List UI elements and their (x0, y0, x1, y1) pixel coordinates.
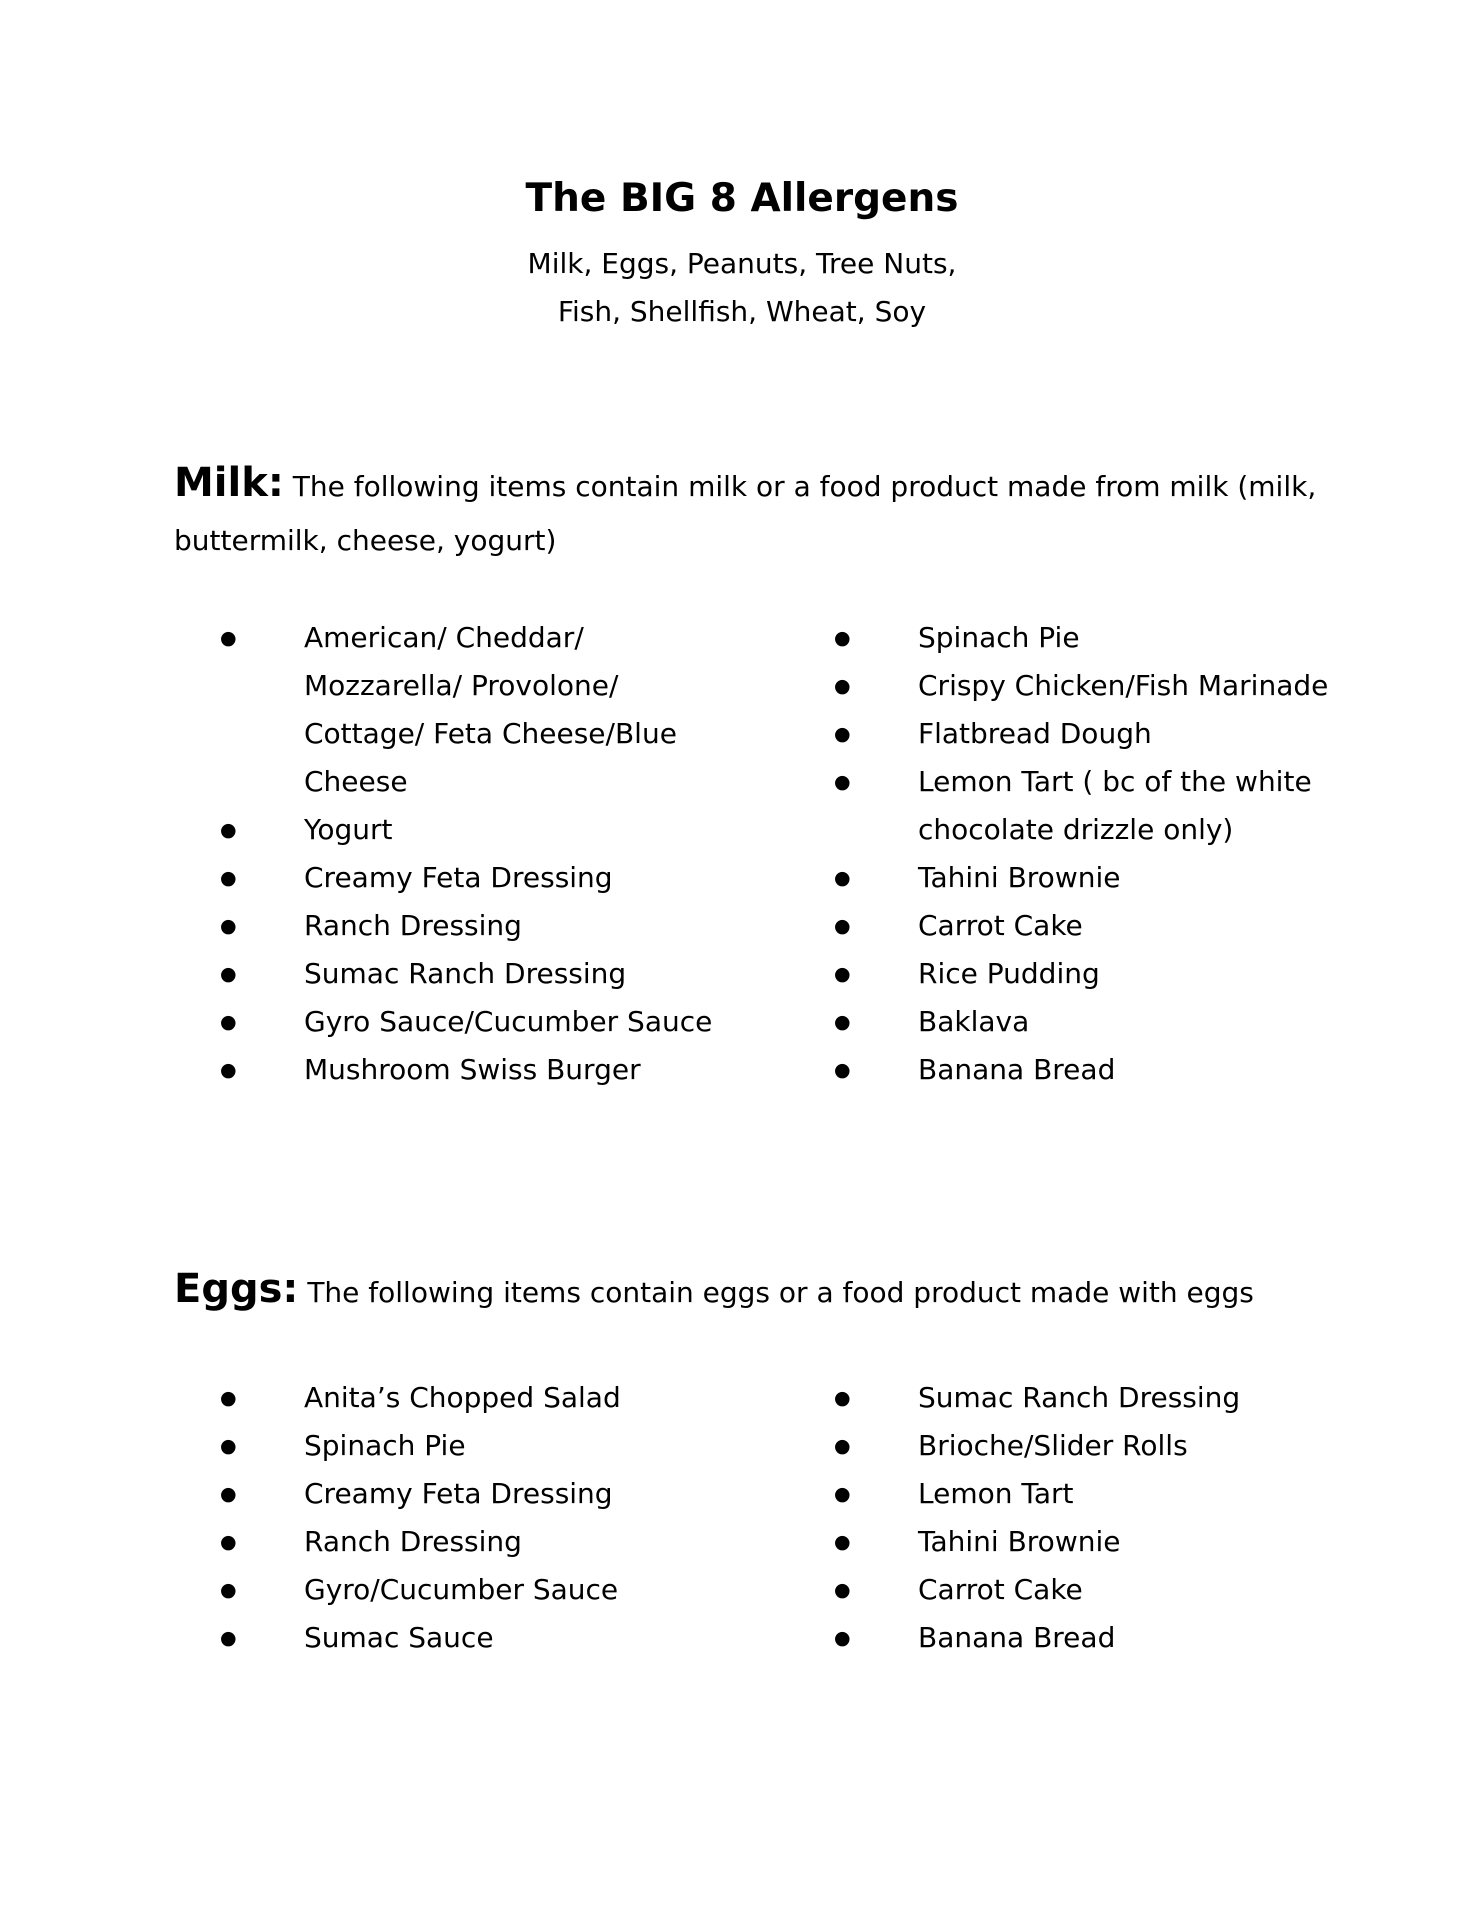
list-item: ● Rice Pudding (876, 950, 1346, 998)
list-item: ● Tahini Brownie (876, 1518, 1346, 1566)
list-item: ● Flatbread Dough (876, 710, 1346, 758)
page-title: The BIG 8 Allergens (525, 176, 959, 221)
list-item: ● American/ Cheddar/ Mozzarella/ Provolone/ Cottage/ Feta Cheese/Blue Cheese (262, 614, 732, 806)
list-item: ● Gyro/Cucumber Sauce (262, 1566, 732, 1614)
eggs-section-heading (174, 1262, 1324, 1320)
allergen-summary-line-2: Fish, Shellfish, Wheat, Soy (557, 295, 927, 328)
eggs-list-left (262, 1374, 732, 1662)
list-item: ● Carrot Cake (876, 1566, 1346, 1614)
list-item: ● Creamy Feta Dressing (262, 1470, 732, 1518)
list-item: ● Ranch Dressing (262, 1518, 732, 1566)
list-item: ● Banana Bread (876, 1046, 1346, 1094)
list-item: ● Lemon Tart ( bc of the white chocolate drizzle only) (876, 758, 1346, 854)
list-item: ● Brioche/Slider Rolls (876, 1422, 1346, 1470)
list-item: ● Tahini Brownie (876, 854, 1346, 902)
eggs-description: The following items contain eggs or a food product made with eggs (307, 1276, 1254, 1309)
milk-list-right (876, 614, 1346, 1094)
list-item: ● Crispy Chicken/Fish Marinade (876, 662, 1346, 710)
list-item: ● Ranch Dressing (262, 902, 732, 950)
list-item: ● Sumac Sauce (262, 1614, 732, 1662)
list-item: ● Creamy Feta Dressing (262, 854, 732, 902)
milk-list-left (262, 614, 732, 1094)
list-item: ● Gyro Sauce/Cucumber Sauce (262, 998, 732, 1046)
list-item: ● Baklava (876, 998, 1346, 1046)
list-item: ● Yogurt (262, 806, 732, 854)
list-item: ● Spinach Pie (876, 614, 1346, 662)
eggs-label: Eggs: (174, 1266, 299, 1312)
allergen-summary-line-1: Milk, Eggs, Peanuts, Tree Nuts, (527, 247, 957, 280)
list-item: ● Banana Bread (876, 1614, 1346, 1662)
list-item: ● Carrot Cake (876, 902, 1346, 950)
list-item: ● Sumac Ranch Dressing (262, 950, 732, 998)
milk-description: The following items contain milk or a food product made from milk (milk, buttermilk, cheese, yogurt) (174, 470, 1317, 557)
milk-section-heading (174, 456, 1324, 568)
eggs-list-right (876, 1374, 1346, 1662)
list-item: ● Anita’s Chopped Salad (262, 1374, 732, 1422)
milk-label: Milk: (174, 460, 284, 506)
list-item: ● Spinach Pie (262, 1422, 732, 1470)
list-item: ● Sumac Ranch Dressing (876, 1374, 1346, 1422)
list-item: ● Lemon Tart (876, 1470, 1346, 1518)
list-item: ● Mushroom Swiss Burger (262, 1046, 732, 1094)
